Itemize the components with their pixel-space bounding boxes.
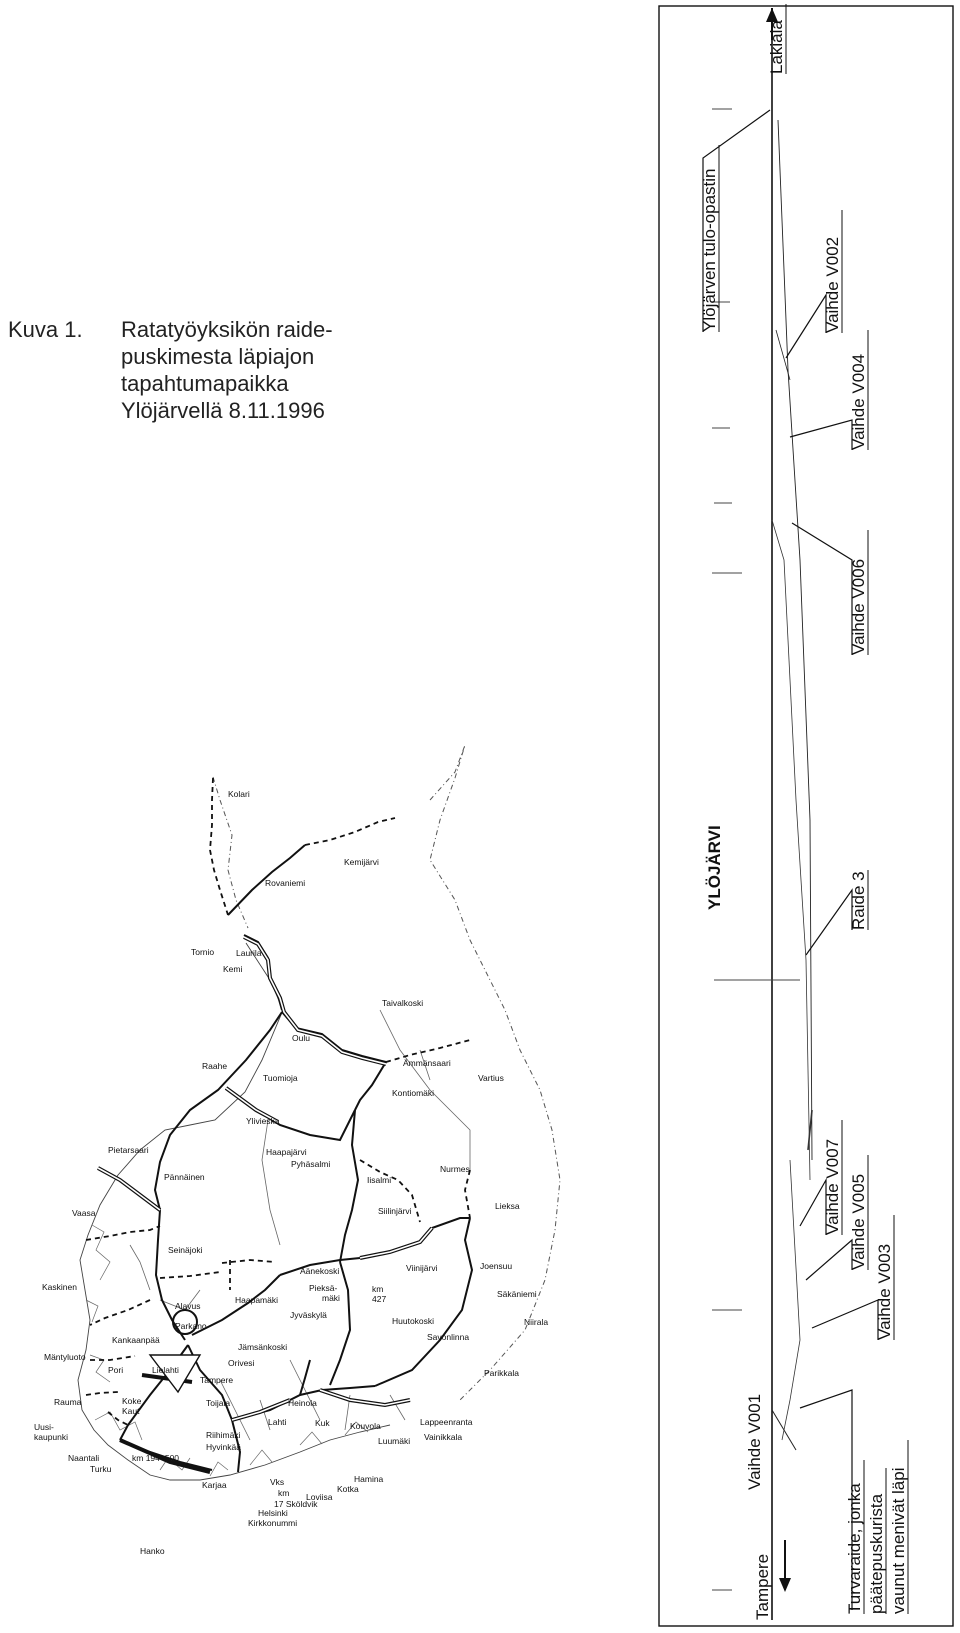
rail-ylivieska-iisalmi	[226, 1088, 355, 1140]
label-ammansaari: Ämmänsaari	[403, 1058, 451, 1068]
label-haapamaki: Haapamäki	[235, 1295, 278, 1305]
label-laurila: Laurila	[236, 948, 262, 958]
label-kemi: Kemi	[223, 964, 243, 974]
label-pietarsaari: Pietarsaari	[108, 1145, 149, 1155]
label-raide-3: Raide 3	[849, 871, 868, 930]
caption-number: Kuva 1.	[8, 317, 83, 342]
finland-railway-map	[34, 745, 560, 1556]
label-savonlinna: Savonlinna	[427, 1332, 470, 1342]
label-loviisa: Loviisa	[306, 1492, 333, 1502]
label-pannainen: Pännäinen	[164, 1172, 205, 1182]
label-oulu: Oulu	[292, 1033, 310, 1043]
label-pori: Pori	[108, 1365, 124, 1375]
label-parkano: Parkano	[175, 1321, 207, 1331]
label-kolari: Kolari	[228, 789, 250, 799]
label-lieksa: Lieksa	[495, 1201, 520, 1211]
label-km: km	[278, 1488, 290, 1498]
label-km427-2: 427	[372, 1294, 387, 1304]
label-siilinjarvi: Siilinjärvi	[378, 1206, 412, 1216]
label-vaihde-v003: Vaihde V003	[875, 1243, 894, 1340]
label-ylivieska: Ylivieska	[246, 1116, 280, 1126]
label-niirala: Niirala	[524, 1317, 549, 1327]
label-vaasa: Vaasa	[72, 1208, 96, 1218]
label-vartius: Vartius	[478, 1073, 504, 1083]
rail-pieksamaki-joensuu	[360, 1218, 470, 1258]
label-rovaniemi: Rovaniemi	[265, 878, 306, 888]
label-pyhasalmi: Pyhäsalmi	[291, 1159, 331, 1169]
label-kontiomaki: Kontiomäki	[392, 1088, 435, 1098]
label-helsinki: Helsinki	[258, 1508, 288, 1518]
rail-pieksamaki-kouvola	[330, 1262, 350, 1385]
label-karjaa: Karjaa	[202, 1480, 227, 1490]
label-tuomioja: Tuomioja	[263, 1073, 298, 1083]
label-seinajoki: Seinäjoki	[168, 1245, 203, 1255]
label-raahe: Raahe	[202, 1061, 228, 1071]
label-kemijarvi: Kemijärvi	[344, 857, 379, 867]
label-vaihde-v006: Vaihde V006	[849, 558, 868, 655]
label-toijala: Toijala	[206, 1398, 231, 1408]
label-jamsankoski: Jämsänkoski	[238, 1342, 288, 1352]
rail-kontiomaki-iisalmi	[355, 1062, 386, 1110]
label-vaihde-v005: Vaihde V005	[849, 1173, 868, 1270]
label-pieksamaki-2: mäki	[322, 1293, 340, 1303]
label-kuk: Kuk	[315, 1418, 330, 1428]
label-vaihde-v001: Vaihde V001	[745, 1393, 764, 1490]
label-haapajarvi: Haapajärvi	[266, 1147, 307, 1157]
label-sakaniemi: Säkäniemi	[497, 1289, 537, 1299]
label-turvaraide-2: päätepuskurista	[867, 1493, 886, 1614]
label-kotka: Kotka	[337, 1484, 359, 1494]
label-tulo-opastin: Ylöjärven tulo-opastin	[700, 168, 719, 332]
label-vainikkala: Vainikkala	[424, 1432, 463, 1442]
label-vks: Vks	[270, 1477, 285, 1487]
label-turvaraide-1: Turvaraide, jonka	[845, 1483, 864, 1614]
label-mantyluoto: Mäntyluoto	[44, 1352, 86, 1362]
label-vaihde-v007: Vaihde V007	[823, 1138, 842, 1235]
label-tampere-direction: Tampere	[753, 1553, 772, 1620]
label-orivesi: Orivesi	[228, 1358, 255, 1368]
caption-line-1: Ratatyöyksikön raide-	[121, 317, 333, 342]
label-kankaanpaa: Kankaanpää	[112, 1335, 160, 1345]
rail-kouvola-joensuu	[375, 1218, 472, 1386]
label-viinijarvi: Viinijärvi	[406, 1263, 438, 1273]
label-ylojarvi: YLÖJÄRVI	[705, 825, 724, 910]
label-huutokoski: Huutokoski	[392, 1316, 435, 1326]
label-tornio: Tornio	[191, 947, 215, 957]
label-vaihde-v002: Vaihde V002	[823, 236, 842, 333]
label-hamina: Hamina	[354, 1474, 384, 1484]
label-riihimaki: Riihimäki	[206, 1430, 241, 1440]
track-diagram	[659, 4, 953, 1626]
label-kouvola: Kouvola	[350, 1421, 381, 1431]
label-tampere: Tampere	[200, 1375, 234, 1385]
label-lappeenranta: Lappeenranta	[420, 1417, 473, 1427]
label-parikkala: Parikkala	[484, 1368, 519, 1378]
label-luumaki: Luumäki	[378, 1436, 411, 1446]
label-nurmes: Nurmes	[440, 1164, 470, 1174]
label-km194: km 194+500	[132, 1453, 180, 1463]
rail-kemi-oulu	[244, 935, 282, 1010]
label-jyvaskyla: Jyväskylä	[290, 1310, 327, 1320]
label-skoldvik: 17 Sköldvik	[274, 1499, 318, 1509]
label-turvaraide-3: vaunut menivät läpi	[889, 1467, 908, 1614]
caption-line-4: Ylöjärvellä 8.11.1996	[121, 398, 325, 423]
label-heinola: Heinola	[288, 1398, 317, 1408]
label-aanekoski: Äänekoski	[300, 1266, 340, 1276]
label-rauma: Rauma	[54, 1397, 82, 1407]
caption-line-3: tapahtumapaikka	[121, 371, 289, 396]
label-pieksamaki-1: Pieksä-	[309, 1283, 338, 1293]
label-kauttua: Kaut	[122, 1406, 140, 1416]
caption-line-2: puskimesta läpiajon	[121, 344, 315, 369]
label-naantali: Naantali	[68, 1453, 100, 1463]
dashed-railway-lines	[86, 778, 470, 1425]
label-joensuu: Joensuu	[480, 1261, 513, 1271]
label-kokemaki: Koke	[122, 1396, 142, 1406]
label-lakiala: Lakiala	[767, 20, 786, 74]
label-uusikaupunki-1: Uusi-	[34, 1422, 54, 1432]
label-km427-1: km	[372, 1284, 384, 1294]
label-turku: Turku	[90, 1464, 112, 1474]
label-uusikaupunki-2: kaupunki	[34, 1432, 69, 1442]
label-iisalmi: Iisalmi	[367, 1175, 392, 1185]
label-kaskinen: Kaskinen	[42, 1282, 77, 1292]
label-hyvinkaa: Hyvinkää	[206, 1442, 241, 1452]
label-hanko: Hanko	[140, 1546, 165, 1556]
label-lahti: Lahti	[268, 1417, 287, 1427]
label-alavus: Alavus	[175, 1301, 201, 1311]
label-lielahti: Lielahti	[152, 1365, 179, 1375]
label-taivalkoski: Taivalkoski	[382, 998, 424, 1008]
label-vaihde-v004: Vaihde V004	[849, 353, 868, 450]
label-kirkkonummi: Kirkkonummi	[248, 1518, 298, 1528]
